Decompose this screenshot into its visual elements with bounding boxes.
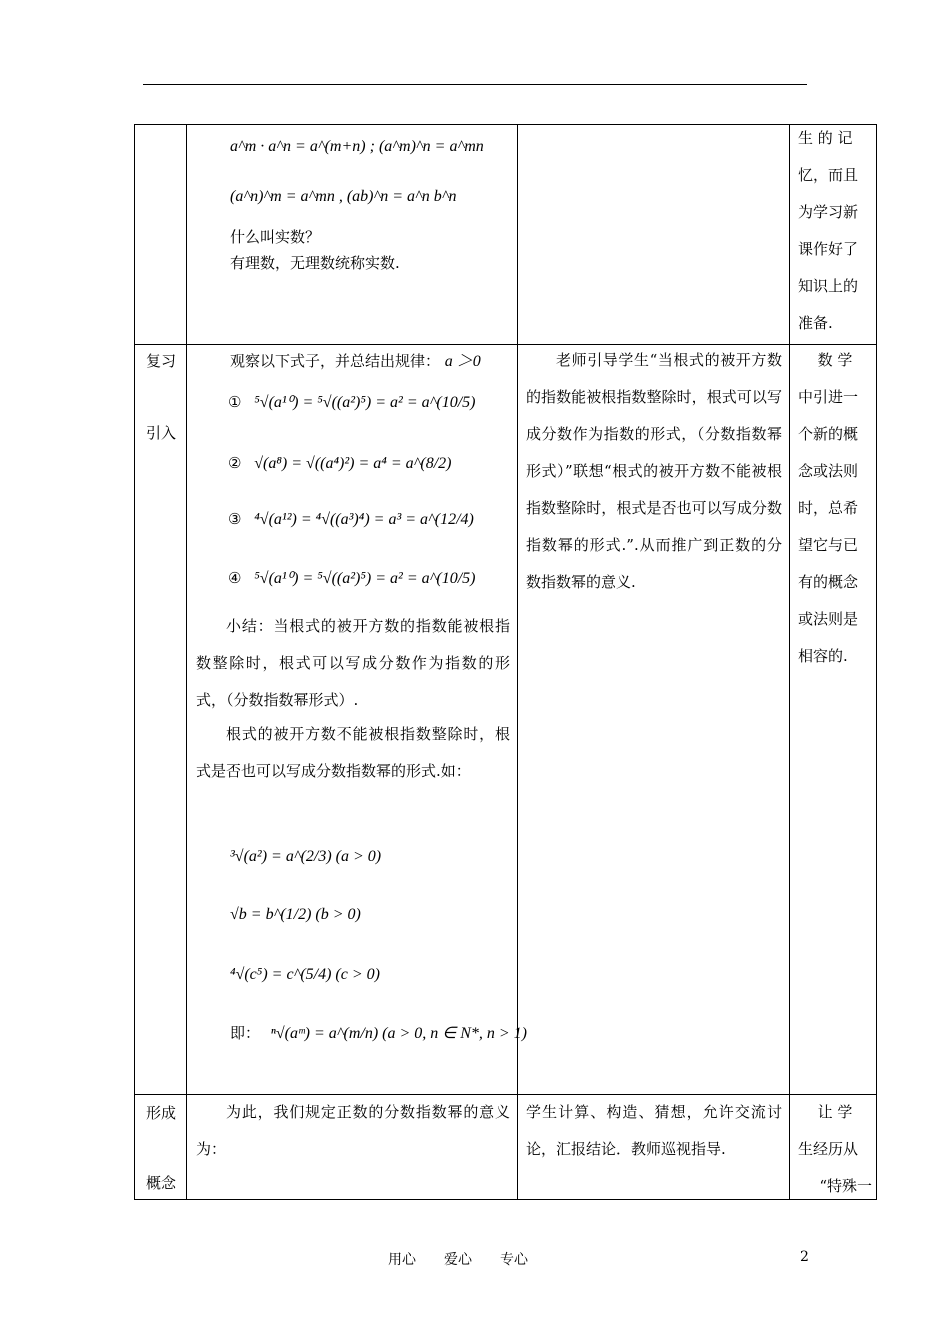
- item-marker: ①: [228, 393, 242, 411]
- stage-label-concept: 概念: [145, 1174, 176, 1192]
- summary-paragraph-1: 小结：当根式的被开方数的指数能被根指数整除时，根式可以写成分数作为指数的形式，（分数指数幂形式）.: [196, 617, 510, 709]
- row2-intent-line: 或法则是: [798, 610, 859, 628]
- summary-paragraph-2: 根式的被开方数不能被根指数整除时，根式是否也可以写成分数指数幂的形式.如：: [196, 725, 510, 780]
- column-divider-3: [789, 124, 790, 1200]
- example-item-1: [228, 392, 476, 412]
- condition-a-positive: a ＞0: [444, 353, 481, 370]
- row2-intent-column: [798, 342, 872, 675]
- row3-intent-line: “特殊一: [819, 1177, 872, 1195]
- table-border-top: [134, 124, 876, 125]
- row1-intent-line: 课作好了: [798, 240, 859, 258]
- real-number-answer: 有理数，无理数统称实数.: [230, 254, 400, 272]
- row2-intent-line: 个新的概: [798, 425, 859, 443]
- example-item-4: [228, 568, 476, 588]
- table-border-right: [876, 124, 877, 1200]
- row1-intent-line: 生 的 记: [798, 129, 853, 147]
- row2-intent-line: 时，总希: [798, 499, 859, 517]
- row2-intent-line: 数 学: [817, 351, 853, 369]
- row1-intent-column: [798, 120, 872, 342]
- item-marker: ③: [228, 510, 242, 528]
- observe-instruction: [230, 346, 481, 377]
- row2-intent-line: 有的概念: [798, 573, 859, 591]
- item-expression: ⁴√(a¹²) = ⁴√((a³)⁴) = a³ = a^(12/4): [254, 511, 474, 528]
- row3-intent-line: 生经历从: [798, 1140, 859, 1158]
- row3-intent-line: 让 学: [817, 1103, 853, 1121]
- stage-label-form: 形成: [145, 1104, 176, 1122]
- row1-intent-line: 为学习新: [798, 203, 859, 221]
- stage-label-intro: 引入: [145, 424, 176, 442]
- item-expression: √(a⁸) = √((a⁴)²) = a⁴ = a^(8/2): [254, 455, 452, 472]
- row2-intent-line: 望它与已: [798, 536, 859, 554]
- teacher-guidance-text: 老师引导学生“当根式的被开方数的指数能被根指数整除时，根式可以写成分数作为指数的形式，（分数指数幂形式）”联想“根式的被开方数不能被根指数整除时，根式是否也可以写成分数指数幂的形式.”.从而推广到正数的分数指数幂的意义.: [526, 351, 782, 591]
- example-item-2: [228, 454, 452, 473]
- exponent-rule-2: (a^n)^m = a^mn , (ab)^n = a^n b^n: [230, 188, 457, 205]
- real-number-question: 什么叫实数？: [230, 228, 321, 246]
- row2-intent-line: 中引进一: [798, 388, 859, 406]
- general-formula: ⁿ√(aᵐ) = a^(m/n) (a > 0, n ∈ N*, n > 1): [270, 1025, 528, 1042]
- table-border-bottom: [134, 1199, 876, 1200]
- example-formula-1: ³√(a²) = a^(2/3) (a > 0): [230, 848, 382, 865]
- footer-motto: 用心 爱心 专心: [388, 1252, 528, 1268]
- item-marker: ④: [228, 569, 242, 587]
- student-activity-text: 学生计算、构造、猜想，允许交流讨论，汇报结论．教师巡视指导.: [526, 1103, 782, 1158]
- example-formula-3: ⁴√(c⁵) = c^(5/4) (c > 0): [230, 966, 380, 983]
- item-expression: ⁵√(a¹⁰) = ⁵√((a²)⁵) = a² = a^(10/5): [254, 394, 476, 411]
- column-divider-1: [186, 124, 187, 1200]
- header-rule: [143, 84, 807, 85]
- general-formula-label: 即：: [230, 1024, 261, 1042]
- definition-intro-text: 为此，我们规定正数的分数指数幂的意义为：: [196, 1103, 510, 1158]
- observe-instruction-text: 观察以下式子，并总结出规律：: [230, 352, 441, 370]
- item-marker: ②: [228, 454, 242, 472]
- example-formula-2: √b = b^(1/2) (b > 0): [230, 906, 361, 923]
- row1-intent-line: 知识上的: [798, 277, 859, 295]
- exponent-rule-1: a^m · a^n = a^(m+n) ; (a^m)^n = a^mn: [230, 138, 484, 155]
- row2-intent-line: 相容的.: [798, 647, 848, 665]
- row3-intent-column: [798, 1094, 872, 1205]
- item-expression: ⁵√(a¹⁰) = ⁵√((a²)⁵) = a² = a^(10/5): [254, 570, 476, 587]
- example-item-3: [228, 510, 474, 529]
- page-number: 2: [800, 1249, 809, 1265]
- general-formula-row: [230, 1022, 527, 1043]
- stage-label-review: 复习: [145, 352, 176, 370]
- table-border-left: [134, 124, 135, 1200]
- row2-intent-line: 念或法则: [798, 462, 859, 480]
- lesson-table: [134, 124, 876, 1200]
- row1-intent-line: 准备.: [798, 314, 833, 332]
- row1-intent-line: 忆，而且: [798, 166, 859, 184]
